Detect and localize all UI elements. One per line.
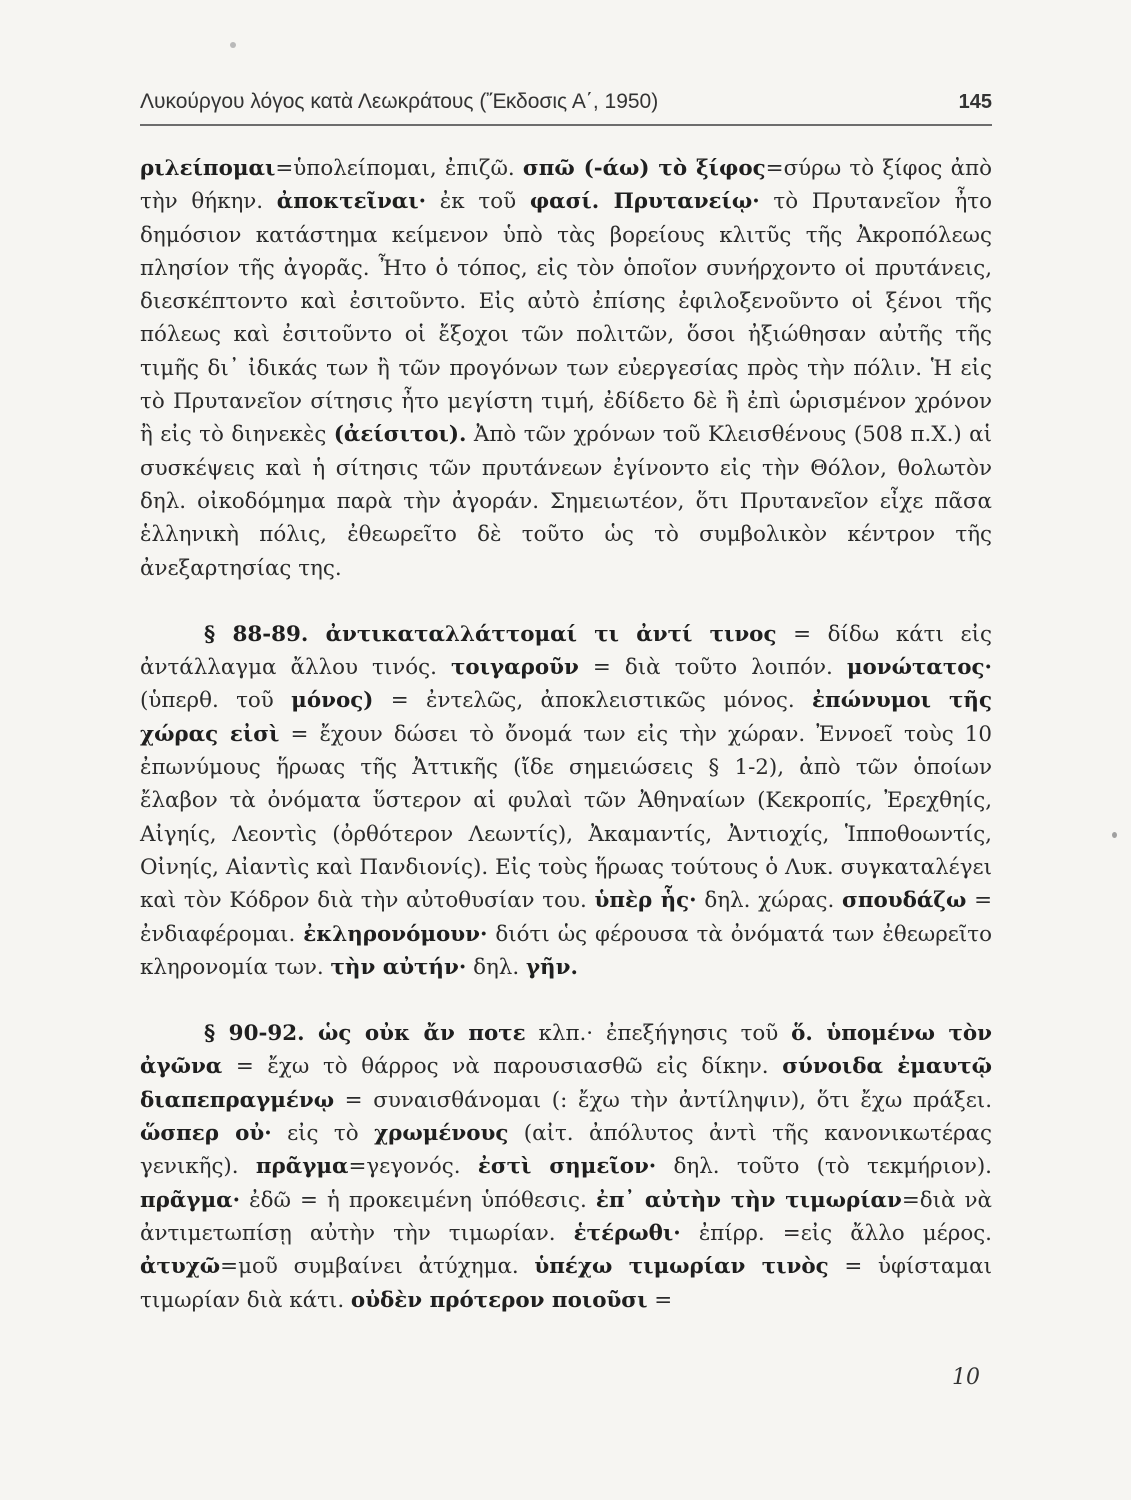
lemma-term: οὐδὲν πρότερον ποιοῦσι: [350, 1287, 648, 1313]
gloss-text: =διὰ νὰ ἀντιμετωπίσῃ αὐτὴν τὴν τιμωρίαν.: [140, 1187, 992, 1246]
gloss-text: Ἀπὸ τῶν χρόνων τοῦ Κλεισθένους (508 π.Χ.) αἱ συσκέψεις καὶ ἡ σίτησις τῶν πρυτάνεων ἐγίνοντο εἰς τὴν Θόλον, θολωτὸν δηλ. οἰκοδόμημα παρὰ τὴν ἀγοράν. Σημειωτέον, ὅτι Πρυτανεῖον εἶχε πᾶσα ἑλληνικὴ πόλις, ἐθεωρεῖτο δὲ τοῦτο ὡς τὸ συμβολικὸν κέντρον τῆς ἀνεξαρτησίας της.: [140, 422, 992, 581]
lemma-term: τὴν αὐτήν·: [330, 954, 467, 980]
lemma-term: σπῶ (-άω) τὸ ξίφος: [522, 156, 766, 181]
paragraph-prytaneion: [140, 152, 992, 585]
lemma-term: (ἀείσιτοι).: [333, 422, 467, 448]
lemma-term: ἀποκτεῖναι·: [276, 189, 427, 215]
lemma-term: ἐκληρονόμουν·: [303, 921, 488, 947]
lemma-term: ὑπὲρ ἧς·: [594, 888, 697, 914]
gloss-text: διότι ὡς φέρουσα τὰ ὀνόματά των ἐθεωρεῖτο κληρονομία των.: [140, 921, 992, 980]
lemma-term: § 88-89. ἀντικαταλλάττομαί τι ἀντί τινος: [204, 621, 777, 647]
lemma-term: ὑπέχω τιμωρίαν τινὸς: [534, 1254, 829, 1280]
gloss-text: = ἐντελῶς, ἀποκλειστικῶς μόνος.: [373, 688, 813, 714]
print-speck: [230, 42, 236, 48]
gloss-text: = ἐνδιαφέρομαι.: [140, 888, 992, 947]
lemma-term: ἐστὶ σημεῖον·: [477, 1154, 657, 1180]
gloss-text: = ἔχω τὸ θάρρος νὰ παρουσιασθῶ εἰς δίκην.: [222, 1054, 783, 1080]
lemma-term: πρᾶγμα·: [140, 1187, 241, 1213]
lemma-term: § 90-92. ὡς οὐκ ἄν ποτε: [204, 1021, 526, 1047]
gloss-text: =σύρω τὸ ξίφος ἀπὸ τὴν θήκην.: [140, 156, 992, 215]
print-speck: [1112, 832, 1117, 838]
lemma-term: μονώτατος·: [846, 655, 992, 681]
running-header: [140, 90, 992, 114]
lemma-term: πρᾶγμα: [255, 1154, 349, 1180]
header-rule: [140, 124, 992, 126]
lemma-term: χρωμένους: [374, 1121, 509, 1147]
gloss-text: = δίδω κάτι εἰς ἀντάλλαγμα ἄλλου τινός.: [140, 621, 992, 681]
gloss-text: (ὑπερθ. τοῦ: [140, 688, 292, 714]
gloss-text: ἐκ τοῦ: [426, 189, 530, 215]
lemma-term: μόνος): [291, 688, 374, 714]
signature-mark: 10: [952, 1365, 980, 1390]
gloss-text: (αἰτ. ἀπόλυτος ἀντὶ τῆς κανονικωτέρας γενικῆς).: [140, 1121, 993, 1180]
gloss-text: = συναισθάνομαι (: ἔχω τὴν ἀντίληψιν), ὅτι ἔχω πράξει.: [334, 1087, 992, 1113]
lemma-term: ὥσπερ οὐ·: [140, 1121, 272, 1147]
gloss-text: δηλ. χώρας.: [696, 888, 843, 914]
gloss-text: ἐδῶ = ἡ προκειμένη ὑπόθεσις.: [240, 1187, 596, 1213]
lemma-term: ριλείπομαι: [140, 156, 276, 181]
gloss-text: = ἔχουν δώσει τὸ ὄνομά των εἰς τὴν χώραν. Ἐννοεῖ τοὺς 10 ἐπωνύμους ἥρωας τῆς Ἀττικῆς (ἴδε σημειώσεις § 1-2), ἀπὸ τῶν ὁποίων ἔλαβον τὰ ὀνόματα ὕστερον αἱ φυλαὶ τῶν Ἀθηναίων (Κεκροπίς, Ἐρεχθηίς, Αἰγηίς, Λεοντὶς (ὀρθότερον Λεωντίς), Ἀκαμαντίς, Ἀντιοχίς, Ἱπποθοωντίς, Οἰνηίς, Αἰαντὶς καὶ Πανδιονίς). Εἰς τοὺς ἥρωας τούτους ὁ Λυκ. συγκαταλέγει καὶ τὸν Κόδρον διὰ τὴν αὐτοθυσίαν του.: [140, 721, 992, 914]
gloss-text: = ὑφίσταμαι τιμωρίαν διὰ κάτι.: [140, 1254, 992, 1313]
gloss-text: =γεγονός.: [348, 1154, 478, 1180]
gloss-text: =: [647, 1287, 673, 1313]
gloss-text: δηλ. τοῦτο (τὸ τεκμήριον).: [656, 1154, 992, 1180]
paragraph-88-89: [140, 618, 992, 984]
gloss-text: =ὑπολείπομαι, ἐπιζῶ.: [275, 156, 523, 181]
paragraph-90-92: [140, 1017, 992, 1317]
lemma-term: φασί. Πρυτανείῳ·: [529, 189, 760, 215]
lemma-term: ἀτυχῶ: [140, 1254, 221, 1280]
gloss-text: εἰς τὸ: [271, 1121, 375, 1147]
gloss-text: =μοῦ συμβαίνει ἀτύχημα.: [220, 1254, 535, 1280]
commentary-body: [140, 152, 992, 1317]
lemma-term: ὅ. ὑπομένω τὸν ἀγῶνα: [140, 1021, 992, 1080]
lemma-term: ἐπώνυμοι τῆς χώρας εἰσὶ: [140, 688, 992, 747]
gloss-text: = διὰ τοῦτο λοιπόν.: [578, 655, 847, 681]
gloss-text: τὸ Πρυτανεῖον ἦτο δημόσιον κατάστημα κείμενον ὑπὸ τὰς βορείους κλιτῦς τῆς Ἀκροπόλεως πλησίον τῆς ἀγορᾶς. Ἦτο ὁ τόπος, εἰς τὸν ὁποῖον συνήρχοντο οἱ πρυτάνεις, διεσκέπτοντο καὶ ἐσιτοῦντο. Εἰς αὐτὸ ἐπίσης ἐφιλοξενοῦντο οἱ ξένοι τῆς πόλεως καὶ ἐσιτοῦντο οἱ ἔξοχοι τῶν πολιτῶν, ὅσοι ἠξιώθησαν αὐτῆς τῆς τιμῆς δι᾽ ἰδικάς των ἢ τῶν προγόνων των εὐεργεσίας πρὸς τὴν πόλιν. Ἡ εἰς τὸ Πρυτανεῖον σίτησις ἦτο μεγίστη τιμή, ἐδίδετο δὲ ἢ ἐπὶ ὡρισμένον χρόνον ἢ εἰς τὸ διηνεκὲς: [140, 189, 992, 448]
lemma-term: ἐπ᾽ αὐτὴν τὴν τιμωρίαν: [595, 1187, 902, 1213]
gloss-text: ἐπίρρ. =εἰς ἄλλο μέρος.: [680, 1220, 992, 1246]
running-title: Λυκούργου λόγος κατὰ Λεωκράτους (Ἔκδοσις Α΄, 1950): [140, 90, 659, 113]
lemma-term: σύνοιδα ἐμαυτῷ διαπεπραγμένῳ: [140, 1054, 992, 1113]
gloss-text: δηλ.: [466, 954, 526, 980]
lemma-term: ἑτέρωθι·: [573, 1220, 681, 1246]
lemma-term: τοιγαροῦν: [451, 655, 579, 681]
gloss-text: κλπ.· ἐπεξήγησις τοῦ: [525, 1021, 792, 1047]
lemma-term: γῆν.: [525, 954, 578, 980]
page-number: 145: [958, 91, 992, 113]
lemma-term: σπουδάζω: [842, 888, 967, 914]
